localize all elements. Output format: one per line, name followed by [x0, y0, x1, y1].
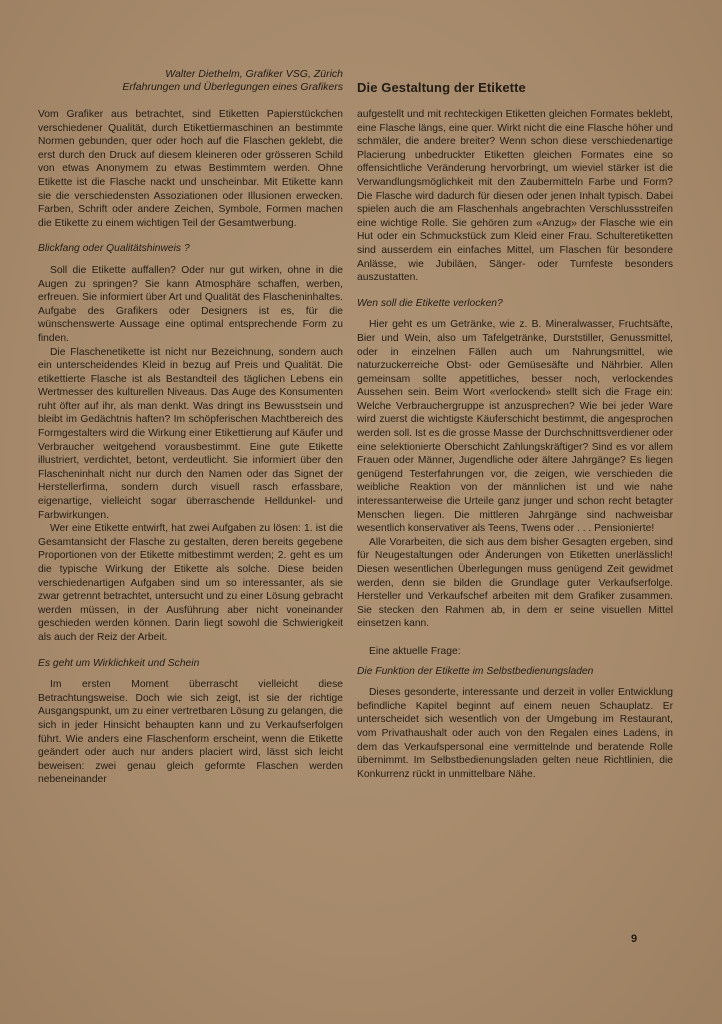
author-byline [60, 68, 343, 94]
left-column [38, 108, 343, 787]
body-paragraph: aufgestellt und mit rechteckigen Etiketten gleichen Formates beklebt, eine Flasche längs, eine quer. Wirkt nicht die eine Flasche höher und schmäler, die andere breiter? Wenn schon diese verschiedenartige Placierung unbedruckter Etiketten gleichen Formates eine so offensichtliche Veränderung hervorbringt, um wieviel stärker ist die Verwandlungsmöglichkeit mit den Zaubermitteln Farbe und Form? Die Flasche wird dadurch für diesen oder jenen Inhalt typisch. Dabei spielen auch die am Flaschenhals angebrachten Verschlussstreifen eine wichtige Rolle. Sie gehören zum «Anzug» der Flasche wie ein Hut oder ein Schmuckstück zum Kleid einer Frau. Schulteretiketten sind ausserdem ein einfaches Mittel, um Flaschen für besondere Anlässe, wie Jubiläen, Sänger- oder Turnfeste besonders auszustatten. [357, 109, 673, 284]
question-line: Eine aktuelle Frage: [369, 645, 461, 657]
section-heading: Die Funktion der Etikette im Selbstbedienungsladen [357, 665, 594, 677]
body-paragraph: Die Flaschenetikette ist nicht nur Bezeichnung, sondern auch ein unterscheidendes Kleid in bezug auf Preis und Qualität. Die etikettierte Flasche ist als Bestandteil des täglichen Lebens ein Wertmesser des kulturellen Niveaus. Das Auge des Konsumenten ruht öfter auf ihr, als man denkt. Was dringt ins Bewusstsein und bleibt im Gedächtnis haften? Im schöpferischen Machtbereich des Formgestalters wird die Wirkung einer Etikettierung auf Käufer und Verbraucher weitgehend vorausbestimmt. Eine gute Etikette illustriert, verdichtet, betont, verdeutlicht. Sie informiert über den Flascheninhalt nicht nur durch den Namen oder das Signet der Herstellerfirma, sondern durch visuell rasch erfassbare, eigenartige, vielleicht sogar überraschende Helldunkel- und Farbwirkungen. [38, 346, 343, 521]
section-heading: Es geht um Wirklichkeit und Schein [38, 657, 200, 669]
author-line: Walter Diethelm, Grafiker VSG, Zürich [165, 68, 343, 80]
body-paragraph: Alle Vorarbeiten, die sich aus dem bisher Gesagten ergeben, sind für Neugestaltungen oder Änderungen von Etiketten unerlässlich! Diesen wesentlichen Überlegungen muss genügend Zeit gewidmet werden, denn sie bilden die Grundlage guter Verkaufserfolge. Hersteller und Verkaufschef arbeiten mit dem Grafiker zusammen. Sie stecken den Rahmen ab, in dem er seine visuellen Mittel einsetzen kann. [357, 536, 673, 630]
author-subtitle: Erfahrungen und Überlegungen eines Grafikers [122, 81, 343, 93]
intro-paragraph: Vom Grafiker aus betrachtet, sind Etiketten Papierstückchen verschiedener Qualität, durch Etikettiermaschinen an bestimmte Normen gebunden, quer oder hoch auf die Flaschen geklebt, die erst durch den Druck auf diesem kleineren oder grösseren Schild von etwas Anonymem zu etwas Bestimmtem werden. Ohne Etikette ist die Flasche nackt und unscheinbar. Mit Etikette kann sie die verschiedensten Assoziationen oder Illusionen erwecken. Farben, Schrift oder andere Zeichen, Symbole, Formen machen die Etikette zu einem wichtigen Teil der Gesamtwerbung. [38, 109, 343, 229]
article-title: Die Gestaltung der Etikette [357, 80, 526, 95]
section-heading: Blickfang oder Qualitätshinweis ? [38, 243, 190, 255]
body-paragraph: Im ersten Moment überrascht vielleicht diese Betrachtungsweise. Doch wie sich zeigt, ist sie der richtige Ausgangspunkt, um zu einer vertretbaren Lösung zu gelangen, die sich in jeder Hinsicht behaupten kann und zu Verkaufserfolgen führt. Wie anders eine Flaschenform erscheint, wenn die Etikette geändert oder auch nur anders placiert wird, lässt sich leicht beweisen: zwei genau gleich geformte Flaschen werden nebeneinander [38, 679, 343, 786]
page-number: 9 [631, 933, 638, 945]
body-paragraph: Hier geht es um Getränke, wie z. B. Mineralwasser, Fruchtsäfte, Bier und Wein, also um Tafelgetränke, Durststiller, Genussmittel, oder in einzelnen Fällen auch um Nahrungsmittel, wie naturzuckerreiche Obst- oder Gemüsesäfte und Nährbier. Allen gemeinsam sollte appetitliches, besser noch, verlockendes Aussehen sein. Beim Wort «verlockend» stellt sich die Frage ein: Welche Verbrauchergruppe ist anzusprechen? Wie bei jeder Ware wird zuerst die wichtigste Käuferschicht bestimmt, die angesprochen werden soll. Ist es die grosse Masse der Durchschnittsverdiener oder eine selektionierte Oberschicht Zahlungskräftiger? Sind es vor allem Frauen oder Männer, Jugendliche oder ältere Jahrgänge? Es liegen genügend Testerfahrungen vor, die zeigen, wie verschieden die weibliche Reaktion von der männlichen ist und wie nahe interessanterweise die Urteile ganz junger und schon recht betagter Menschen liegen. Die mittleren Jahrgänge sind nachweisbar wesentlich konservativer als Teens, Twens oder . . . Pensionierte! [357, 319, 673, 535]
body-paragraph: Dieses gesonderte, interessante und derzeit in voller Entwicklung befindliche Kapitel beginnt auf einem neuen Schauplatz. Er unterscheidet sich wesentlich von der Umgebung im Restaurant, vom Privathaushalt oder auch von den Regalen eines Ladens, in dem das Verkaufspersonal eine vermittelnde und beratende Rolle übernimmt. Im Selbstbedienungsladen gelten neue Richtlinien, die Konkurrenz rückt in unmittelbare Nähe. [357, 687, 673, 780]
section-heading: Wen soll die Etikette verlocken? [357, 297, 503, 309]
body-paragraph: Wer eine Etikette entwirft, hat zwei Aufgaben zu lösen: 1. ist die Gesamtansicht der Flasche zu gestalten, deren bereits gegebene Proportionen von der Etikette mitbestimmt werden; 2. geht es um die typische Wirkung der Etikette als solche. Diese beiden verschiedenartigen Aufgaben sind um so interessanter, als sie zwar getrennt betrachtet, untersucht und zu einer Lösung gebracht werden müssen, in der Ausführung aber nicht voneinander geschieden werden können. Darin liegt sowohl die Schwierigkeit als auch der Reiz der Arbeit. [38, 523, 343, 643]
body-paragraph: Soll die Etikette auffallen? Oder nur gut wirken, ohne in die Augen zu springen? Sie kann Atmosphäre schaffen, werben, erfreuen. Sie informiert über Art und Qualität des Flascheninhaltes. Aufgabe des Grafikers oder Designers ist es, für die wünschenswerte Aussage eine optimal entsprechende Form zu finden. [38, 264, 343, 344]
right-column [357, 108, 673, 781]
